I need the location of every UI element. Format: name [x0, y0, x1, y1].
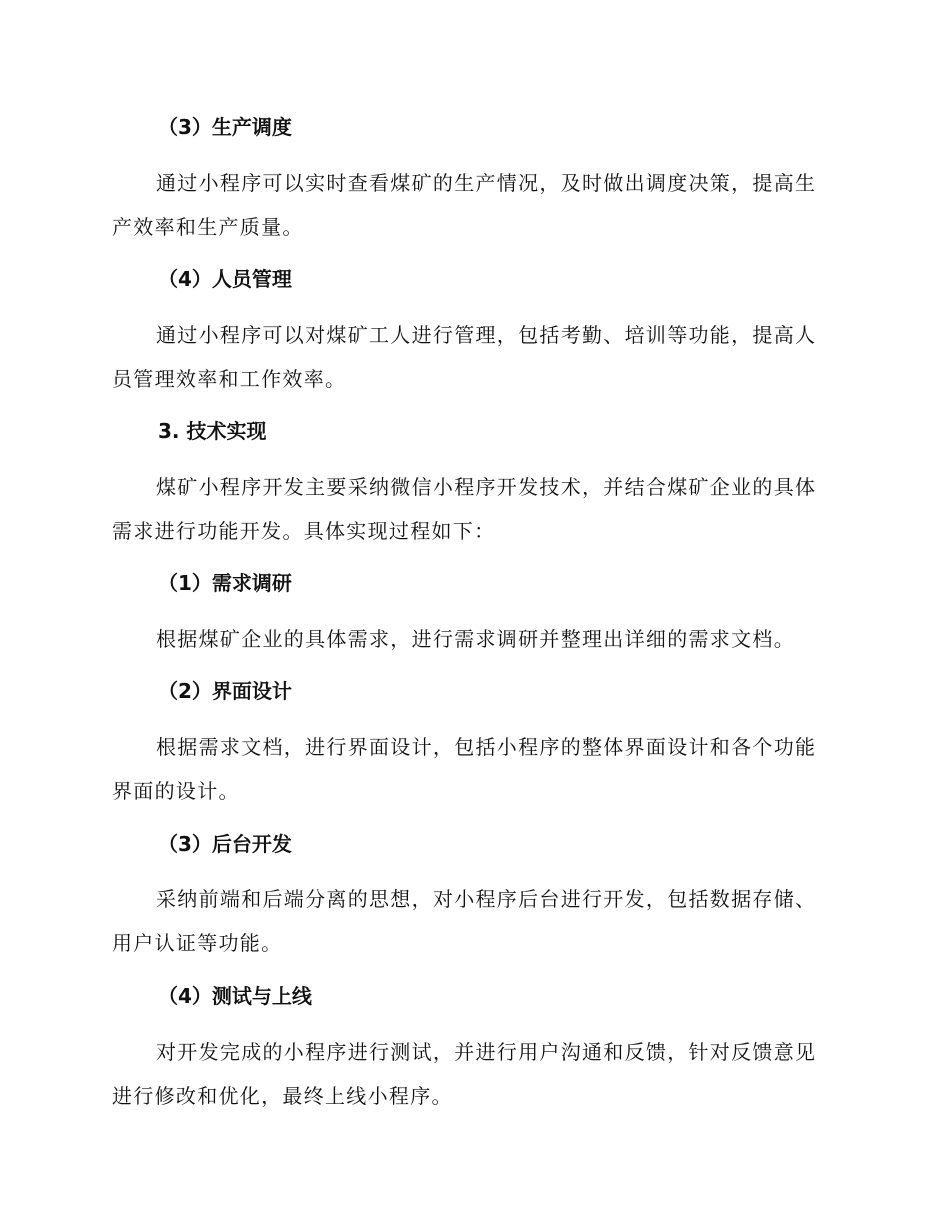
section-heading-production-scheduling: （3）生产调度 [158, 115, 292, 139]
section-heading-interface-design: （2）界面设计 [158, 679, 292, 703]
section-body-testing-and-launch: 对开发完成的小程序进行测试，并进行用户沟通和反馈，针对反馈意见进行修改和优化，最终上线小程序。 [112, 1040, 817, 1108]
section-heading-personnel-management: （4）人员管理 [158, 267, 292, 291]
section-body-production-scheduling: 通过小程序可以实时查看煤矿的生产情况，及时做出调度决策，提高生产效率和生产质量。 [112, 171, 817, 239]
section-heading-testing-and-launch: （4）测试与上线 [158, 984, 312, 1008]
section-body-requirements-research: 根据煤矿企业的具体需求，进行需求调研并整理出详细的需求文档。 [156, 627, 795, 651]
section-heading-backend-development: （3）后台开发 [158, 832, 292, 856]
section-heading-technical-implementation: 3. 技术实现 [158, 419, 267, 443]
section-body-personnel-management: 通过小程序可以对煤矿工人进行管理，包括考勤、培训等功能，提高人员管理效率和工作效率。 [112, 323, 817, 391]
section-body-technical-implementation: 煤矿小程序开发主要采纳微信小程序开发技术，并结合煤矿企业的具体需求进行功能开发。具体实现过程如下： [112, 475, 817, 543]
section-body-backend-development: 采纳前端和后端分离的思想，对小程序后台进行开发，包括数据存储、用户认证等功能。 [112, 887, 817, 955]
section-heading-requirements-research: （1）需求调研 [158, 571, 292, 595]
section-body-interface-design: 根据需求文档，进行界面设计，包括小程序的整体界面设计和各个功能界面的设计。 [112, 735, 817, 803]
